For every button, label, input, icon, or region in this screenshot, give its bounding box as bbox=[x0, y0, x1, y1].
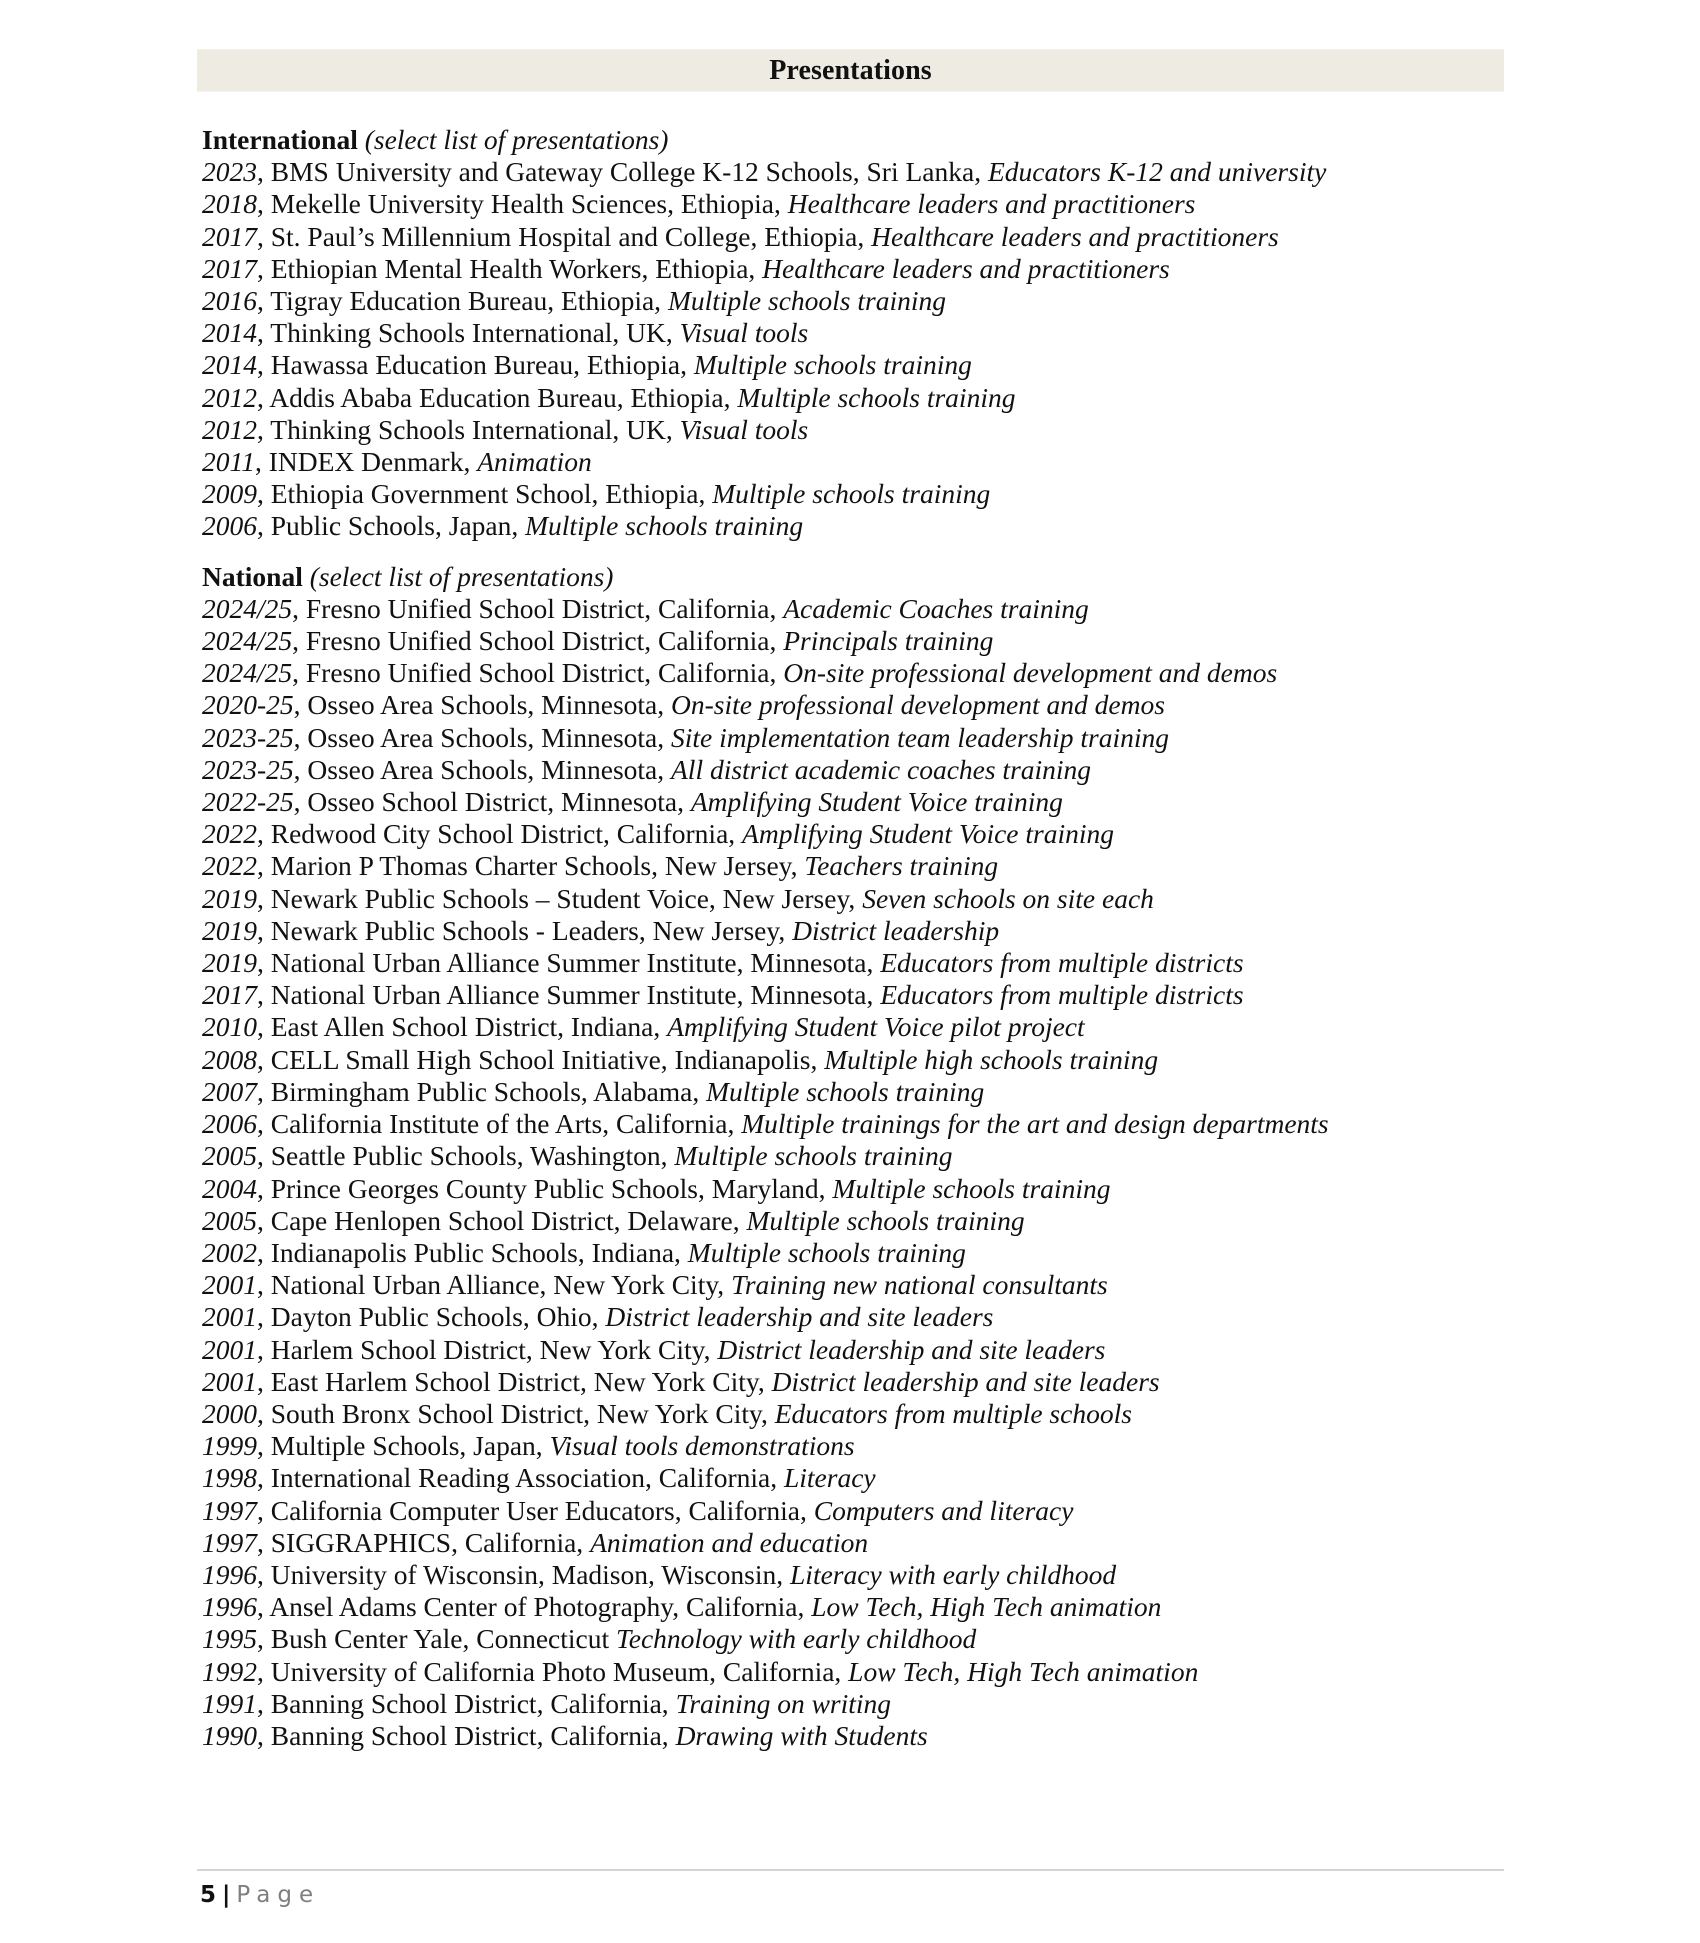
entry-venue: Osseo Area Schools, Minnesota, bbox=[307, 689, 671, 721]
entry-comma: , bbox=[257, 1655, 271, 1687]
entry-topic: Multiple schools training bbox=[712, 478, 991, 510]
presentation-entry bbox=[202, 1688, 1502, 1720]
entry-topic: Principals training bbox=[783, 625, 994, 657]
entry-venue: South Bronx School District, New York City, bbox=[270, 1397, 775, 1429]
entry-comma: , bbox=[257, 818, 271, 850]
presentation-entry bbox=[202, 850, 1502, 882]
section-heading bbox=[202, 124, 1502, 156]
entry-venue: California Institute of the Arts, California, bbox=[270, 1108, 742, 1140]
presentation-entry bbox=[202, 1076, 1502, 1108]
presentation-entry bbox=[202, 947, 1502, 979]
entry-year: 2005 bbox=[202, 1204, 257, 1236]
presentation-entry bbox=[202, 1720, 1502, 1752]
entry-comma: , bbox=[257, 1108, 271, 1140]
entry-year: 2010 bbox=[202, 1011, 257, 1043]
entry-year: 2006 bbox=[202, 510, 257, 542]
entry-year: 2007 bbox=[202, 1075, 257, 1107]
entry-topic: District leadership and site leaders bbox=[771, 1365, 1160, 1397]
entry-venue: Fresno Unified School District, California, bbox=[305, 592, 784, 624]
entry-year: 2017 bbox=[202, 252, 257, 284]
entry-topic: Multiple schools training bbox=[667, 285, 946, 317]
entry-venue: Mekelle University Health Sciences, Ethiopia, bbox=[270, 188, 788, 220]
entry-comma: , bbox=[293, 786, 308, 818]
presentation-entry bbox=[202, 883, 1502, 915]
entry-topic: Training on writing bbox=[675, 1687, 892, 1719]
entry-year: 2022 bbox=[202, 850, 257, 882]
entry-topic: Multiple schools training bbox=[832, 1172, 1111, 1204]
entry-venue: Hawassa Education Bureau, Ethiopia, bbox=[270, 349, 694, 381]
entry-topic: Site implementation team leadership training bbox=[671, 721, 1169, 753]
entry-year: 2012 bbox=[202, 413, 257, 445]
presentation-entry bbox=[202, 593, 1502, 625]
entry-venue: Birmingham Public Schools, Alabama, bbox=[270, 1075, 707, 1107]
entry-topic: District leadership bbox=[792, 914, 1000, 946]
entry-comma: , bbox=[293, 721, 308, 753]
entry-comma: , bbox=[257, 979, 271, 1011]
entry-venue: Ansel Adams Center of Photography, California, bbox=[269, 1591, 812, 1623]
entry-comma: , bbox=[257, 478, 271, 510]
entry-venue: CELL Small High School Initiative, Indianapolis, bbox=[270, 1043, 825, 1075]
entry-venue: Osseo School District, Minnesota, bbox=[307, 786, 691, 818]
entry-venue: University of Wisconsin, Madison, Wisconsin, bbox=[270, 1558, 791, 1590]
entry-topic: District leadership and site leaders bbox=[717, 1333, 1106, 1365]
entry-topic: Multiple schools training bbox=[687, 1236, 966, 1268]
entry-year: 2000 bbox=[202, 1397, 257, 1429]
entry-topic: Amplifying Student Voice training bbox=[742, 818, 1114, 850]
presentation-entry bbox=[202, 1140, 1502, 1172]
entry-year: 2017 bbox=[202, 979, 257, 1011]
entry-topic: On-site professional development and demos bbox=[671, 689, 1165, 721]
entry-year: 2018 bbox=[202, 188, 257, 220]
presentation-entry bbox=[202, 1591, 1502, 1623]
entry-comma: , bbox=[257, 1719, 271, 1751]
entry-comma: , bbox=[257, 349, 271, 381]
presentation-entry bbox=[202, 786, 1502, 818]
entry-comma: , bbox=[257, 317, 271, 349]
entry-comma: , bbox=[257, 1236, 271, 1268]
entry-year: 2002 bbox=[202, 1236, 257, 1268]
entry-comma: , bbox=[257, 381, 270, 413]
entry-year: 1992 bbox=[202, 1655, 257, 1687]
section-note: (select list of presentations) bbox=[309, 560, 614, 592]
entry-comma: , bbox=[257, 850, 271, 882]
entry-year: 2005 bbox=[202, 1140, 257, 1172]
presentation-entry bbox=[202, 1398, 1502, 1430]
entry-list bbox=[202, 593, 1502, 1752]
entry-topic: Multiple schools training bbox=[674, 1140, 953, 1172]
entry-venue: Osseo Area Schools, Minnesota, bbox=[307, 753, 671, 785]
entry-comma: , bbox=[293, 753, 308, 785]
presentation-entry bbox=[202, 253, 1502, 285]
entry-comma: , bbox=[257, 252, 271, 284]
presentation-entry bbox=[202, 349, 1502, 381]
presentation-entry bbox=[202, 915, 1502, 947]
entry-comma: , bbox=[257, 1140, 271, 1172]
entry-topic: Multiple schools training bbox=[706, 1075, 985, 1107]
presentation-entry bbox=[202, 1269, 1502, 1301]
entry-year: 1996 bbox=[202, 1558, 257, 1590]
entry-topic: Multiple schools training bbox=[525, 510, 804, 542]
entry-venue: Harlem School District, New York City, bbox=[270, 1333, 718, 1365]
entry-venue: University of California Photo Museum, California, bbox=[270, 1655, 849, 1687]
entry-year: 2012 bbox=[202, 381, 257, 413]
presentation-entry bbox=[202, 1527, 1502, 1559]
entry-year: 2011 bbox=[202, 446, 255, 478]
entry-comma: , bbox=[257, 188, 271, 220]
presentation-entry bbox=[202, 1301, 1502, 1333]
entry-topic: Visual tools demonstrations bbox=[549, 1430, 855, 1462]
entry-year: 1996 bbox=[202, 1591, 257, 1623]
entry-venue: Ethiopia Government School, Ethiopia, bbox=[270, 478, 713, 510]
entry-venue: BMS University and Gateway College K-12 Schools, Sri Lanka, bbox=[270, 156, 988, 188]
presentation-entry bbox=[202, 1462, 1502, 1494]
presentation-entry bbox=[202, 510, 1502, 542]
presentation-entry bbox=[202, 1044, 1502, 1076]
entry-topic: Visual tools bbox=[679, 317, 809, 349]
presentation-entry bbox=[202, 414, 1502, 446]
entry-year: 2020-25 bbox=[202, 689, 294, 721]
entry-comma: , bbox=[257, 156, 271, 188]
entry-year: 2014 bbox=[202, 317, 257, 349]
entry-venue: Public Schools, Japan, bbox=[270, 510, 526, 542]
entry-venue: International Reading Association, California, bbox=[270, 1462, 784, 1494]
entry-venue: Bush Center Yale, Connecticut bbox=[270, 1623, 616, 1655]
entry-year: 1997 bbox=[202, 1494, 257, 1526]
presentation-entry bbox=[202, 188, 1502, 220]
entry-comma: , bbox=[257, 1301, 271, 1333]
presentation-entry bbox=[202, 1108, 1502, 1140]
entry-comma: , bbox=[257, 1462, 271, 1494]
section-heading bbox=[202, 561, 1502, 593]
entry-year: 1995 bbox=[202, 1623, 257, 1655]
entry-list bbox=[202, 156, 1502, 542]
entry-year: 2023-25 bbox=[202, 753, 294, 785]
entry-topic: All district academic coaches training bbox=[671, 753, 1092, 785]
presentation-entry bbox=[202, 1366, 1502, 1398]
entry-year: 2022-25 bbox=[202, 786, 294, 818]
presentation-entry bbox=[202, 1205, 1502, 1237]
presentation-entry bbox=[202, 1495, 1502, 1527]
presentation-entry bbox=[202, 722, 1502, 754]
entry-topic: Amplifying Student Voice training bbox=[690, 786, 1063, 818]
entry-topic: Multiple trainings for the art and design departments bbox=[741, 1108, 1329, 1140]
entry-year: 2017 bbox=[202, 220, 257, 252]
presentation-entry bbox=[202, 818, 1502, 850]
entry-topic: Healthcare leaders and practitioners bbox=[787, 188, 1196, 220]
entry-year: 1998 bbox=[202, 1462, 257, 1494]
entry-comma: , bbox=[257, 1623, 271, 1655]
entry-year: 2004 bbox=[202, 1172, 257, 1204]
entry-venue: St. Paul’s Millennium Hospital and College, Ethiopia, bbox=[270, 220, 872, 252]
entry-topic: Educators from multiple districts bbox=[880, 947, 1244, 979]
entry-venue: Prince Georges County Public Schools, Maryland, bbox=[270, 1172, 833, 1204]
presentation-entry bbox=[202, 1011, 1502, 1043]
entry-comma: , bbox=[257, 947, 271, 979]
entry-venue: Tigray Education Bureau, Ethiopia, bbox=[270, 285, 668, 317]
entry-year: 2001 bbox=[202, 1365, 257, 1397]
entry-year: 2009 bbox=[202, 478, 257, 510]
page-title: Presentations bbox=[769, 54, 932, 86]
entry-topic: Animation and education bbox=[590, 1526, 869, 1558]
entry-year: 2024/25 bbox=[202, 657, 293, 689]
entry-topic: Literacy with early childhood bbox=[790, 1558, 1117, 1590]
entry-year: 2024/25 bbox=[202, 592, 293, 624]
entry-year: 1990 bbox=[202, 1719, 257, 1751]
presentation-entry bbox=[202, 317, 1502, 349]
presentation-entry bbox=[202, 754, 1502, 786]
entry-year: 2001 bbox=[202, 1301, 257, 1333]
entry-topic: Multiple schools training bbox=[746, 1204, 1025, 1236]
entry-topic: Computers and literacy bbox=[813, 1494, 1074, 1526]
entry-topic: Amplifying Student Voice pilot project bbox=[667, 1011, 1085, 1043]
entry-year: 1997 bbox=[202, 1526, 257, 1558]
presentation-entry bbox=[202, 979, 1502, 1011]
entry-venue: National Urban Alliance Summer Institute, Minnesota, bbox=[270, 947, 881, 979]
entry-year: 2014 bbox=[202, 349, 257, 381]
entry-venue: Addis Ababa Education Bureau, Ethiopia, bbox=[269, 381, 738, 413]
entry-topic: Low Tech, High Tech animation bbox=[848, 1655, 1199, 1687]
entry-comma: , bbox=[257, 1365, 271, 1397]
entry-comma: , bbox=[257, 1558, 271, 1590]
footer-divider bbox=[197, 1869, 1504, 1871]
entry-venue: Thinking Schools International, UK, bbox=[270, 413, 680, 445]
entry-topic: Educators K-12 and university bbox=[987, 156, 1327, 188]
entry-topic: Animation bbox=[477, 446, 592, 478]
entry-venue: Newark Public Schools - Leaders, New Jersey, bbox=[270, 914, 793, 946]
entry-venue: Banning School District, California, bbox=[270, 1687, 676, 1719]
page-number: 5 bbox=[200, 1882, 217, 1908]
presentation-entry bbox=[202, 1623, 1502, 1655]
entry-year: 2016 bbox=[202, 285, 257, 317]
section-title-band bbox=[197, 49, 1504, 92]
entry-topic: Multiple high schools training bbox=[824, 1043, 1159, 1075]
entry-venue: Dayton Public Schools, Ohio, bbox=[270, 1301, 606, 1333]
presentation-entry bbox=[202, 1237, 1502, 1269]
entry-venue: Indianapolis Public Schools, Indiana, bbox=[270, 1236, 688, 1268]
entry-year: 1991 bbox=[202, 1687, 257, 1719]
presentation-entry bbox=[202, 1430, 1502, 1462]
presentation-entry bbox=[202, 156, 1502, 188]
entry-topic: Multiple schools training bbox=[693, 349, 972, 381]
entry-venue: Fresno Unified School District, California, bbox=[305, 657, 784, 689]
entry-topic: On-site professional development and demos bbox=[783, 657, 1278, 689]
entry-comma: , bbox=[257, 510, 271, 542]
entry-comma: , bbox=[257, 285, 271, 317]
page-footer bbox=[200, 1880, 320, 1910]
entry-venue: Thinking Schools International, UK, bbox=[270, 317, 680, 349]
entry-comma: , bbox=[292, 625, 306, 657]
entry-venue: Cape Henlopen School District, Delaware, bbox=[270, 1204, 747, 1236]
entry-venue: Fresno Unified School District, California, bbox=[305, 625, 784, 657]
entry-comma: , bbox=[292, 592, 306, 624]
entry-year: 2019 bbox=[202, 914, 257, 946]
entry-comma: , bbox=[257, 1333, 271, 1365]
footer-separator: | bbox=[222, 1882, 231, 1908]
entry-comma: , bbox=[257, 413, 271, 445]
entry-topic: Academic Coaches training bbox=[783, 592, 1089, 624]
section-national bbox=[202, 561, 1502, 1753]
entry-comma: , bbox=[257, 220, 271, 252]
section-label: National bbox=[202, 560, 303, 592]
entry-venue: Marion P Thomas Charter Schools, New Jersey, bbox=[270, 850, 805, 882]
entry-comma: , bbox=[257, 1011, 271, 1043]
section-note: (select list of presentations) bbox=[364, 124, 669, 155]
entry-year: 2024/25 bbox=[202, 625, 293, 657]
entry-comma: , bbox=[257, 1204, 271, 1236]
entry-venue: East Harlem School District, New York City, bbox=[270, 1365, 772, 1397]
presentation-entry bbox=[202, 1559, 1502, 1591]
entry-topic: Drawing with Students bbox=[675, 1719, 928, 1751]
presentation-entry bbox=[202, 625, 1502, 657]
entry-comma: , bbox=[257, 1172, 271, 1204]
entry-topic: Educators from multiple districts bbox=[880, 979, 1244, 1011]
entry-topic: Technology with early childhood bbox=[616, 1623, 977, 1655]
entry-year: 2019 bbox=[202, 947, 257, 979]
presentation-entry bbox=[202, 1173, 1502, 1205]
presentation-entry bbox=[202, 689, 1502, 721]
entry-year: 2019 bbox=[202, 882, 257, 914]
entry-topic: Multiple schools training bbox=[737, 381, 1016, 413]
page-label: Page bbox=[236, 1882, 321, 1908]
entry-comma: , bbox=[257, 1591, 270, 1623]
section-international bbox=[202, 124, 1502, 543]
presentation-entry bbox=[202, 1656, 1502, 1688]
presentation-entry bbox=[202, 221, 1502, 253]
entry-comma: , bbox=[257, 1075, 271, 1107]
entry-venue: Redwood City School District, California, bbox=[270, 818, 743, 850]
entry-comma: , bbox=[257, 1043, 271, 1075]
entry-comma: , bbox=[257, 1430, 271, 1462]
entry-year: 2001 bbox=[202, 1269, 257, 1301]
entry-topic: Visual tools bbox=[679, 413, 809, 445]
entry-comma: , bbox=[257, 882, 271, 914]
entry-venue: Newark Public Schools – Student Voice, New Jersey, bbox=[270, 882, 863, 914]
presentation-entry bbox=[202, 382, 1502, 414]
entry-topic: Literacy bbox=[783, 1462, 876, 1494]
presentation-entry bbox=[202, 478, 1502, 510]
entry-venue: Ethiopian Mental Health Workers, Ethiopia, bbox=[270, 252, 763, 284]
entry-year: 2001 bbox=[202, 1333, 257, 1365]
entry-comma: , bbox=[254, 446, 269, 478]
entry-year: 2023-25 bbox=[202, 721, 294, 753]
entry-venue: INDEX Denmark, bbox=[268, 446, 478, 478]
entry-comma: , bbox=[257, 1494, 271, 1526]
presentation-entry bbox=[202, 285, 1502, 317]
entry-comma: , bbox=[257, 1397, 271, 1429]
presentation-entry bbox=[202, 1334, 1502, 1366]
entry-year: 1999 bbox=[202, 1430, 257, 1462]
entry-venue: National Urban Alliance, New York City, bbox=[270, 1269, 732, 1301]
entry-topic: Healthcare leaders and practitioners bbox=[762, 252, 1170, 284]
entry-year: 2006 bbox=[202, 1108, 257, 1140]
entry-comma: , bbox=[257, 1687, 271, 1719]
entry-topic: Seven schools on site each bbox=[862, 882, 1154, 914]
entry-venue: East Allen School District, Indiana, bbox=[270, 1011, 668, 1043]
entry-topic: Healthcare leaders and practitioners bbox=[871, 220, 1279, 252]
section-label: International bbox=[202, 124, 358, 155]
entry-topic: Educators from multiple schools bbox=[774, 1397, 1132, 1429]
entry-venue: Multiple Schools, Japan, bbox=[270, 1430, 550, 1462]
entry-comma: , bbox=[292, 657, 306, 689]
entry-comma: , bbox=[257, 1526, 271, 1558]
entry-venue: Banning School District, California, bbox=[270, 1719, 676, 1751]
entry-topic: Teachers training bbox=[804, 850, 999, 882]
entry-year: 2023 bbox=[202, 156, 257, 188]
entry-topic: Low Tech, High Tech animation bbox=[811, 1591, 1162, 1623]
entry-year: 2008 bbox=[202, 1043, 257, 1075]
presentations-content bbox=[202, 124, 1502, 1752]
entry-comma: , bbox=[257, 914, 271, 946]
entry-comma: , bbox=[293, 689, 308, 721]
entry-topic: District leadership and site leaders bbox=[605, 1301, 994, 1333]
entry-venue: SIGGRAPHICS, California, bbox=[270, 1526, 591, 1558]
entry-comma: , bbox=[257, 1269, 271, 1301]
presentation-entry bbox=[202, 446, 1502, 478]
entry-venue: Osseo Area Schools, Minnesota, bbox=[307, 721, 671, 753]
entry-topic: Training new national consultants bbox=[731, 1269, 1108, 1301]
entry-venue: National Urban Alliance Summer Institute, Minnesota, bbox=[270, 979, 881, 1011]
entry-venue: Seattle Public Schools, Washington, bbox=[270, 1140, 675, 1172]
entry-venue: California Computer User Educators, California, bbox=[270, 1494, 814, 1526]
entry-year: 2022 bbox=[202, 818, 257, 850]
presentation-entry bbox=[202, 657, 1502, 689]
